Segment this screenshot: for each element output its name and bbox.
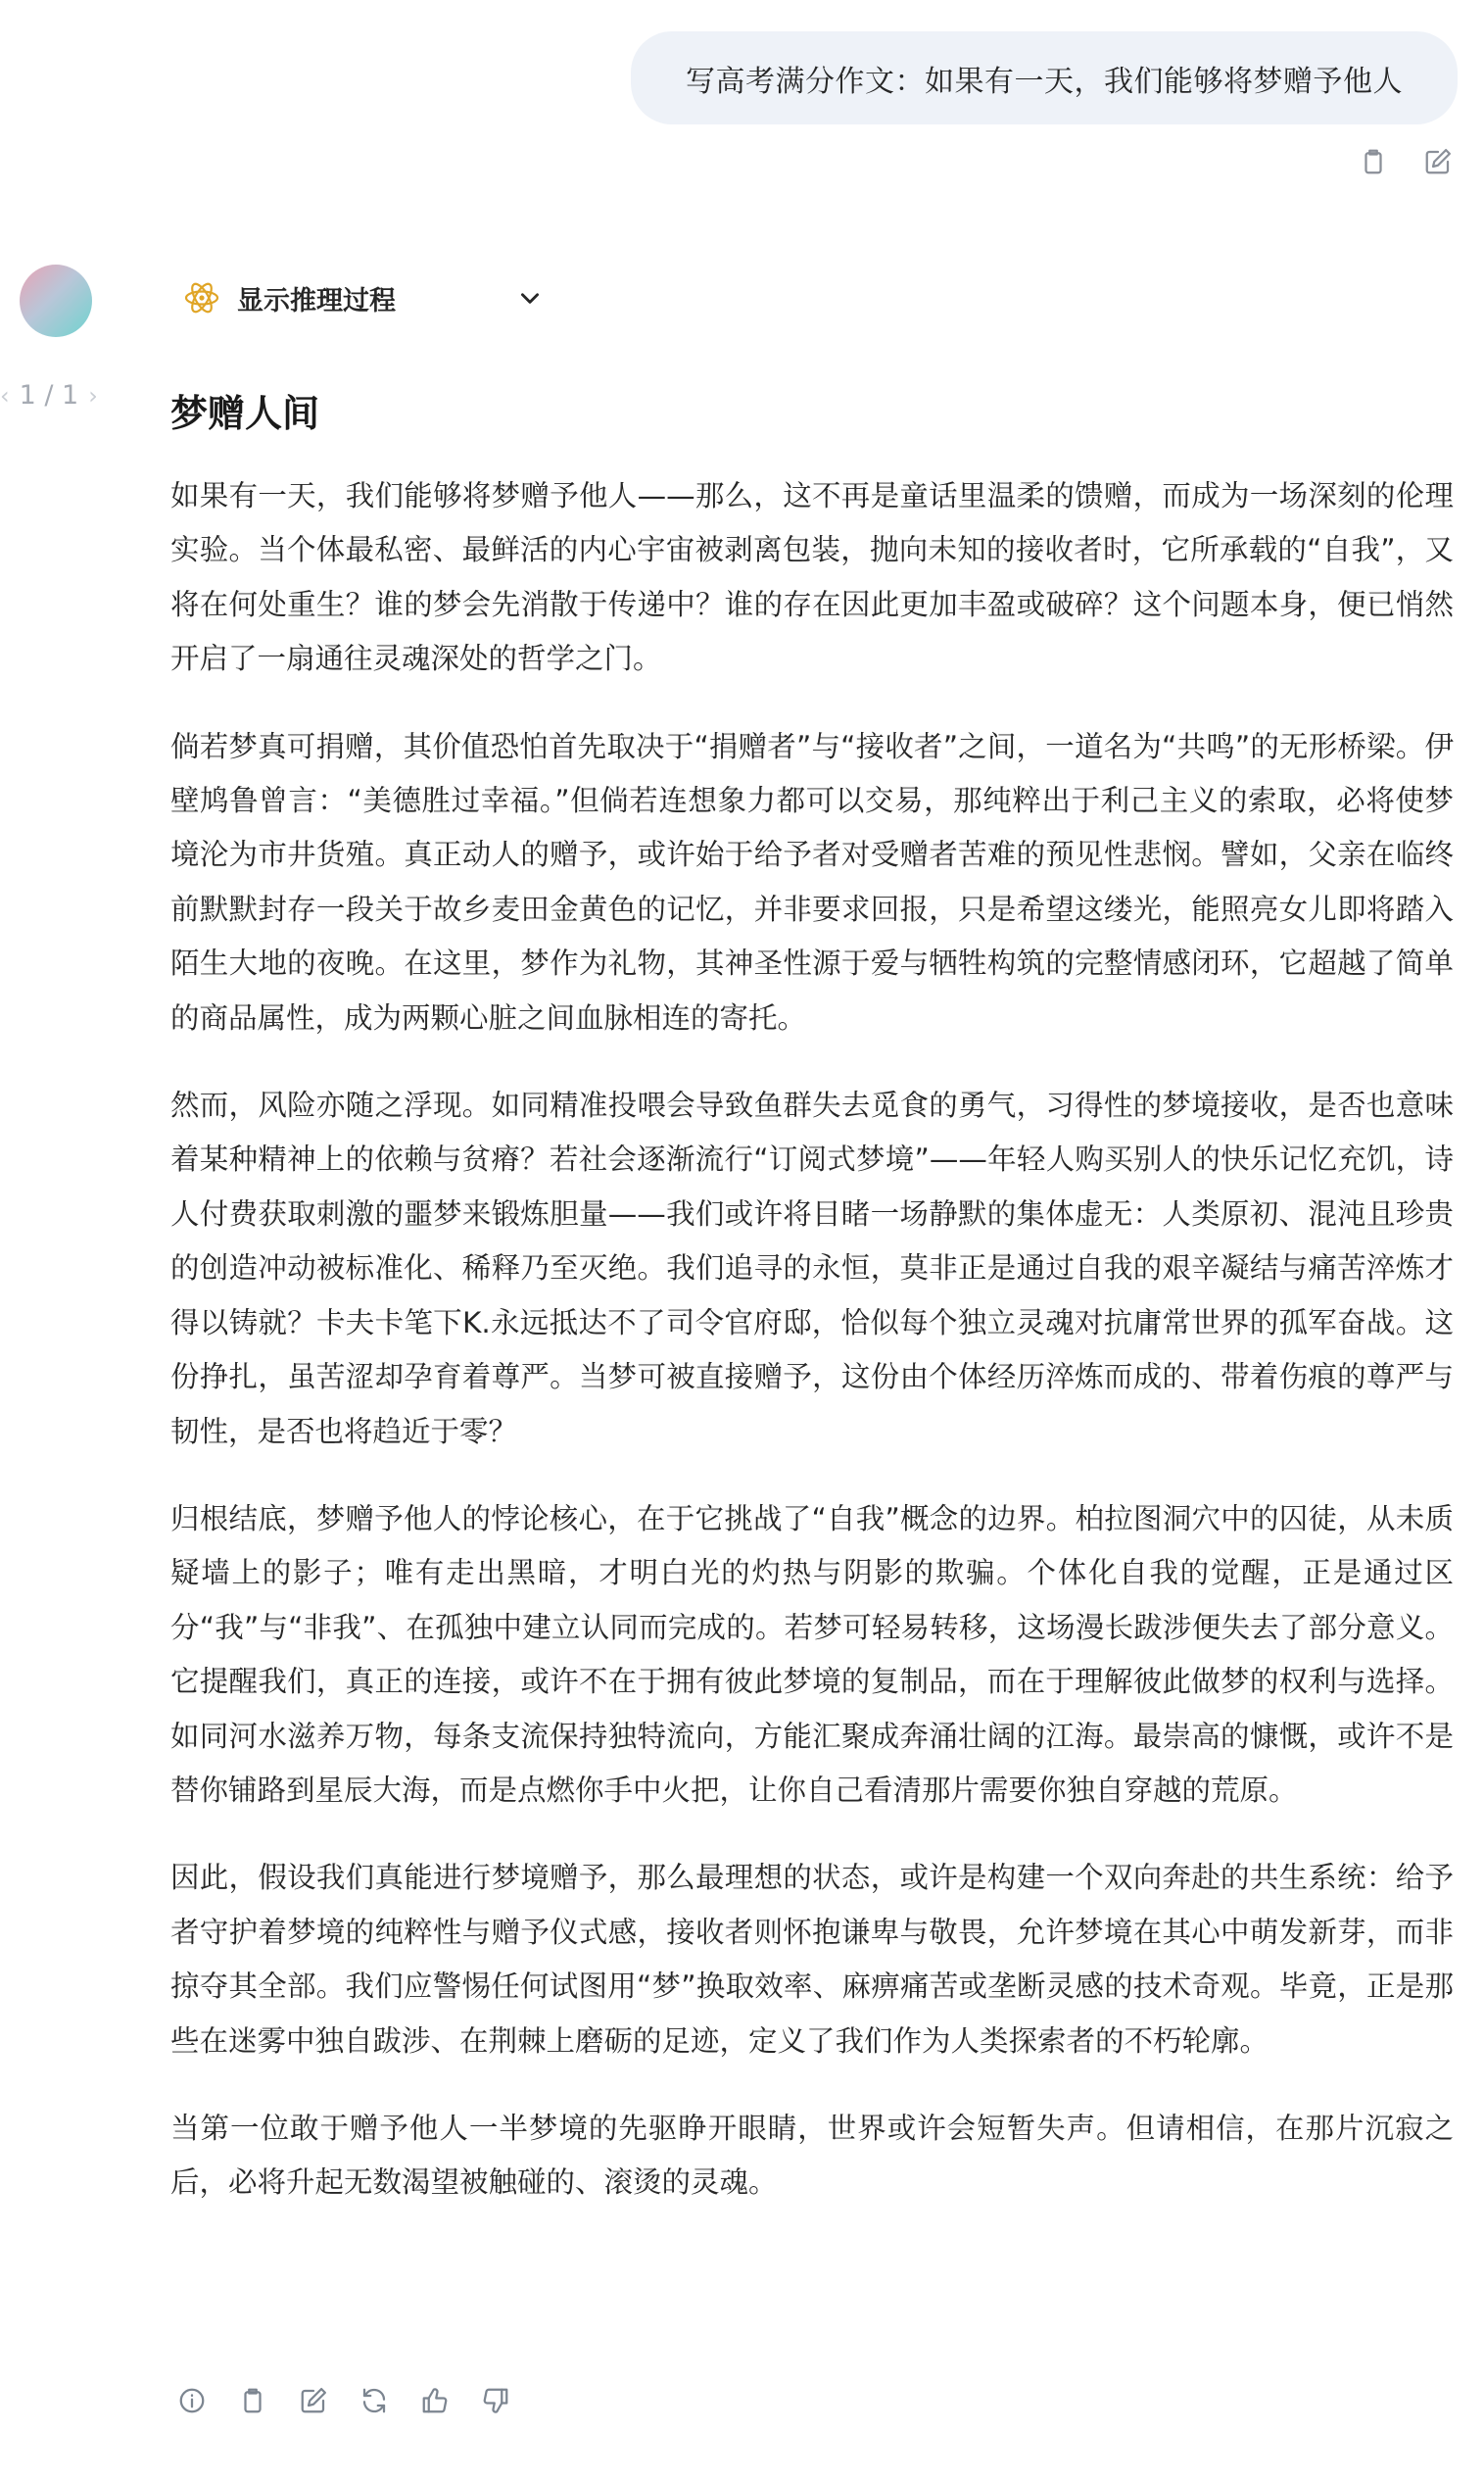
assistant-response bbox=[170, 385, 1454, 2244]
essay-paragraph: 如果有一天，我们能够将梦赠予他人——那么，这不再是童话里温柔的馈赠，而成为一场深刻的伦理实验。当个体最私密、最鲜活的内心宇宙被剥离包装，抛向未知的接收者时，它所承载的“自我”，又将在何处重生？谁的梦会先消散于传递中？谁的存在因此更加丰盈或破碎？这个问题本身，便已悄然开启了一扇通往灵魂深处的哲学之门。 bbox=[170, 479, 1454, 676]
edit-icon[interactable] bbox=[1418, 142, 1458, 181]
user-message-actions bbox=[1354, 142, 1458, 181]
reasoning-toggle[interactable] bbox=[182, 278, 543, 317]
user-message-text: 写高考满分作文：如果有一天，我们能够将梦赠予他人 bbox=[686, 64, 1403, 99]
pager-count: 1 / 1 bbox=[19, 380, 79, 411]
essay-paragraph: 因此，假设我们真能进行梦境赠予，那么最理想的状态，或许是构建一个双向奔赴的共生系统：给予者守护着梦境的纯粹性与赠予仪式感，接收者则怀抱谦卑与敬畏，允许梦境在其心中萌发新芽，而非掠夺其全部。我们应警惕任何试图用“梦”换取效率、麻痹痛苦或垄断灵感的技术奇观。毕竟，正是那些在迷雾中独自跋涉、在荆棘上磨砺的足迹，定义了我们作为人类探索者的不朽轮廓。 bbox=[170, 1861, 1454, 2058]
reasoning-toggle-label: 显示推理过程 bbox=[237, 285, 396, 316]
essay-title: 梦赠人间 bbox=[170, 392, 320, 435]
chevron-down-icon bbox=[517, 285, 543, 311]
thumbs-down-icon[interactable] bbox=[476, 2381, 515, 2420]
edit-icon[interactable] bbox=[294, 2381, 333, 2420]
pager-prev-icon[interactable]: ‹ bbox=[0, 381, 10, 410]
atom-icon bbox=[182, 278, 221, 317]
assistant-message-actions bbox=[172, 2381, 515, 2420]
essay-paragraph: 倘若梦真可捐赠，其价值恐怕首先取决于“捐赠者”与“接收者”之间，一道名为“共鸣”的无形桥梁。伊壁鸠鲁曾言：“美德胜过幸福。”但倘若连想象力都可以交易，那纯粹出于利己主义的索取，必将使梦境沦为市井货殖。真正动人的赠予，或许始于给予者对受赠者苦难的预见性悲悯。譬如，父亲在临终前默默封存一段关于故乡麦田金黄色的记忆，并非要求回报，只是希望这缕光，能照亮女儿即将踏入陌生大地的夜晚。在这里，梦作为礼物，其神圣性源于爱与牺牲构筑的完整情感闭环，它超越了简单的商品属性，成为两颗心脏之间血脉相连的寄托。 bbox=[170, 729, 1454, 1035]
essay-paragraph: 归根结底，梦赠予他人的悖论核心，在于它挑战了“自我”概念的边界。柏拉图洞穴中的囚徒，从未质疑墙上的影子；唯有走出黑暗，才明白光的灼热与阴影的欺骗。个体化自我的觉醒，正是通过区分“我”与“非我”、在孤独中建立认同而完成的。若梦可轻易转移，这场漫长跋涉便失去了部分意义。它提醒我们，真正的连接，或许不在于拥有彼此梦境的复制品，而在于理解彼此做梦的权利与选择。如同河水滋养万物，每条支流保持独特流向，方能汇聚成奔涌壮阔的江海。最崇高的慷慨，或许不是替你铺路到星辰大海，而是点燃你手中火把，让你自己看清那片需要你独自穿越的荒原。 bbox=[170, 1501, 1454, 1807]
assistant-avatar bbox=[20, 265, 92, 337]
regenerate-icon[interactable] bbox=[355, 2381, 394, 2420]
essay-paragraph: 然而，风险亦随之浮现。如同精准投喂会导致鱼群失去觅食的勇气，习得性的梦境接收，是否也意味着某种精神上的依赖与贫瘠？若社会逐渐流行“订阅式梦境”——年轻人购买别人的快乐记忆充饥，诗人付费获取刺激的噩梦来锻炼胆量——我们或许将目睹一场静默的集体虚无：人类原初、混沌且珍贵的创造冲动被标准化、稀释乃至灭绝。我们追寻的永恒，莫非正是通过自我的艰辛凝结与痛苦淬炼才得以铸就？卡夫卡笔下K.永远抵达不了司令官府邸，恰似每个独立灵魂对抗庸常世界的孤军奋战。这份挣扎，虽苦涩却孕育着尊严。当梦可被直接赠予，这份由个体经历淬炼而成的、带着伤痕的尊严与韧性，是否也将趋近于零？ bbox=[170, 1089, 1454, 1448]
copy-icon[interactable] bbox=[233, 2381, 272, 2420]
thumbs-up-icon[interactable] bbox=[415, 2381, 455, 2420]
response-pager bbox=[0, 380, 98, 411]
essay-paragraph: 当第一位敢于赠予他人一半梦境的先驱睁开眼睛，世界或许会短暂失声。但请相信，在那片沉寂之后，必将升起无数渴望被触碰的、滚烫的灵魂。 bbox=[170, 2111, 1454, 2200]
info-icon[interactable] bbox=[172, 2381, 212, 2420]
pager-next-icon[interactable]: › bbox=[88, 381, 98, 410]
user-message-bubble bbox=[631, 31, 1458, 124]
copy-icon[interactable] bbox=[1354, 142, 1393, 181]
